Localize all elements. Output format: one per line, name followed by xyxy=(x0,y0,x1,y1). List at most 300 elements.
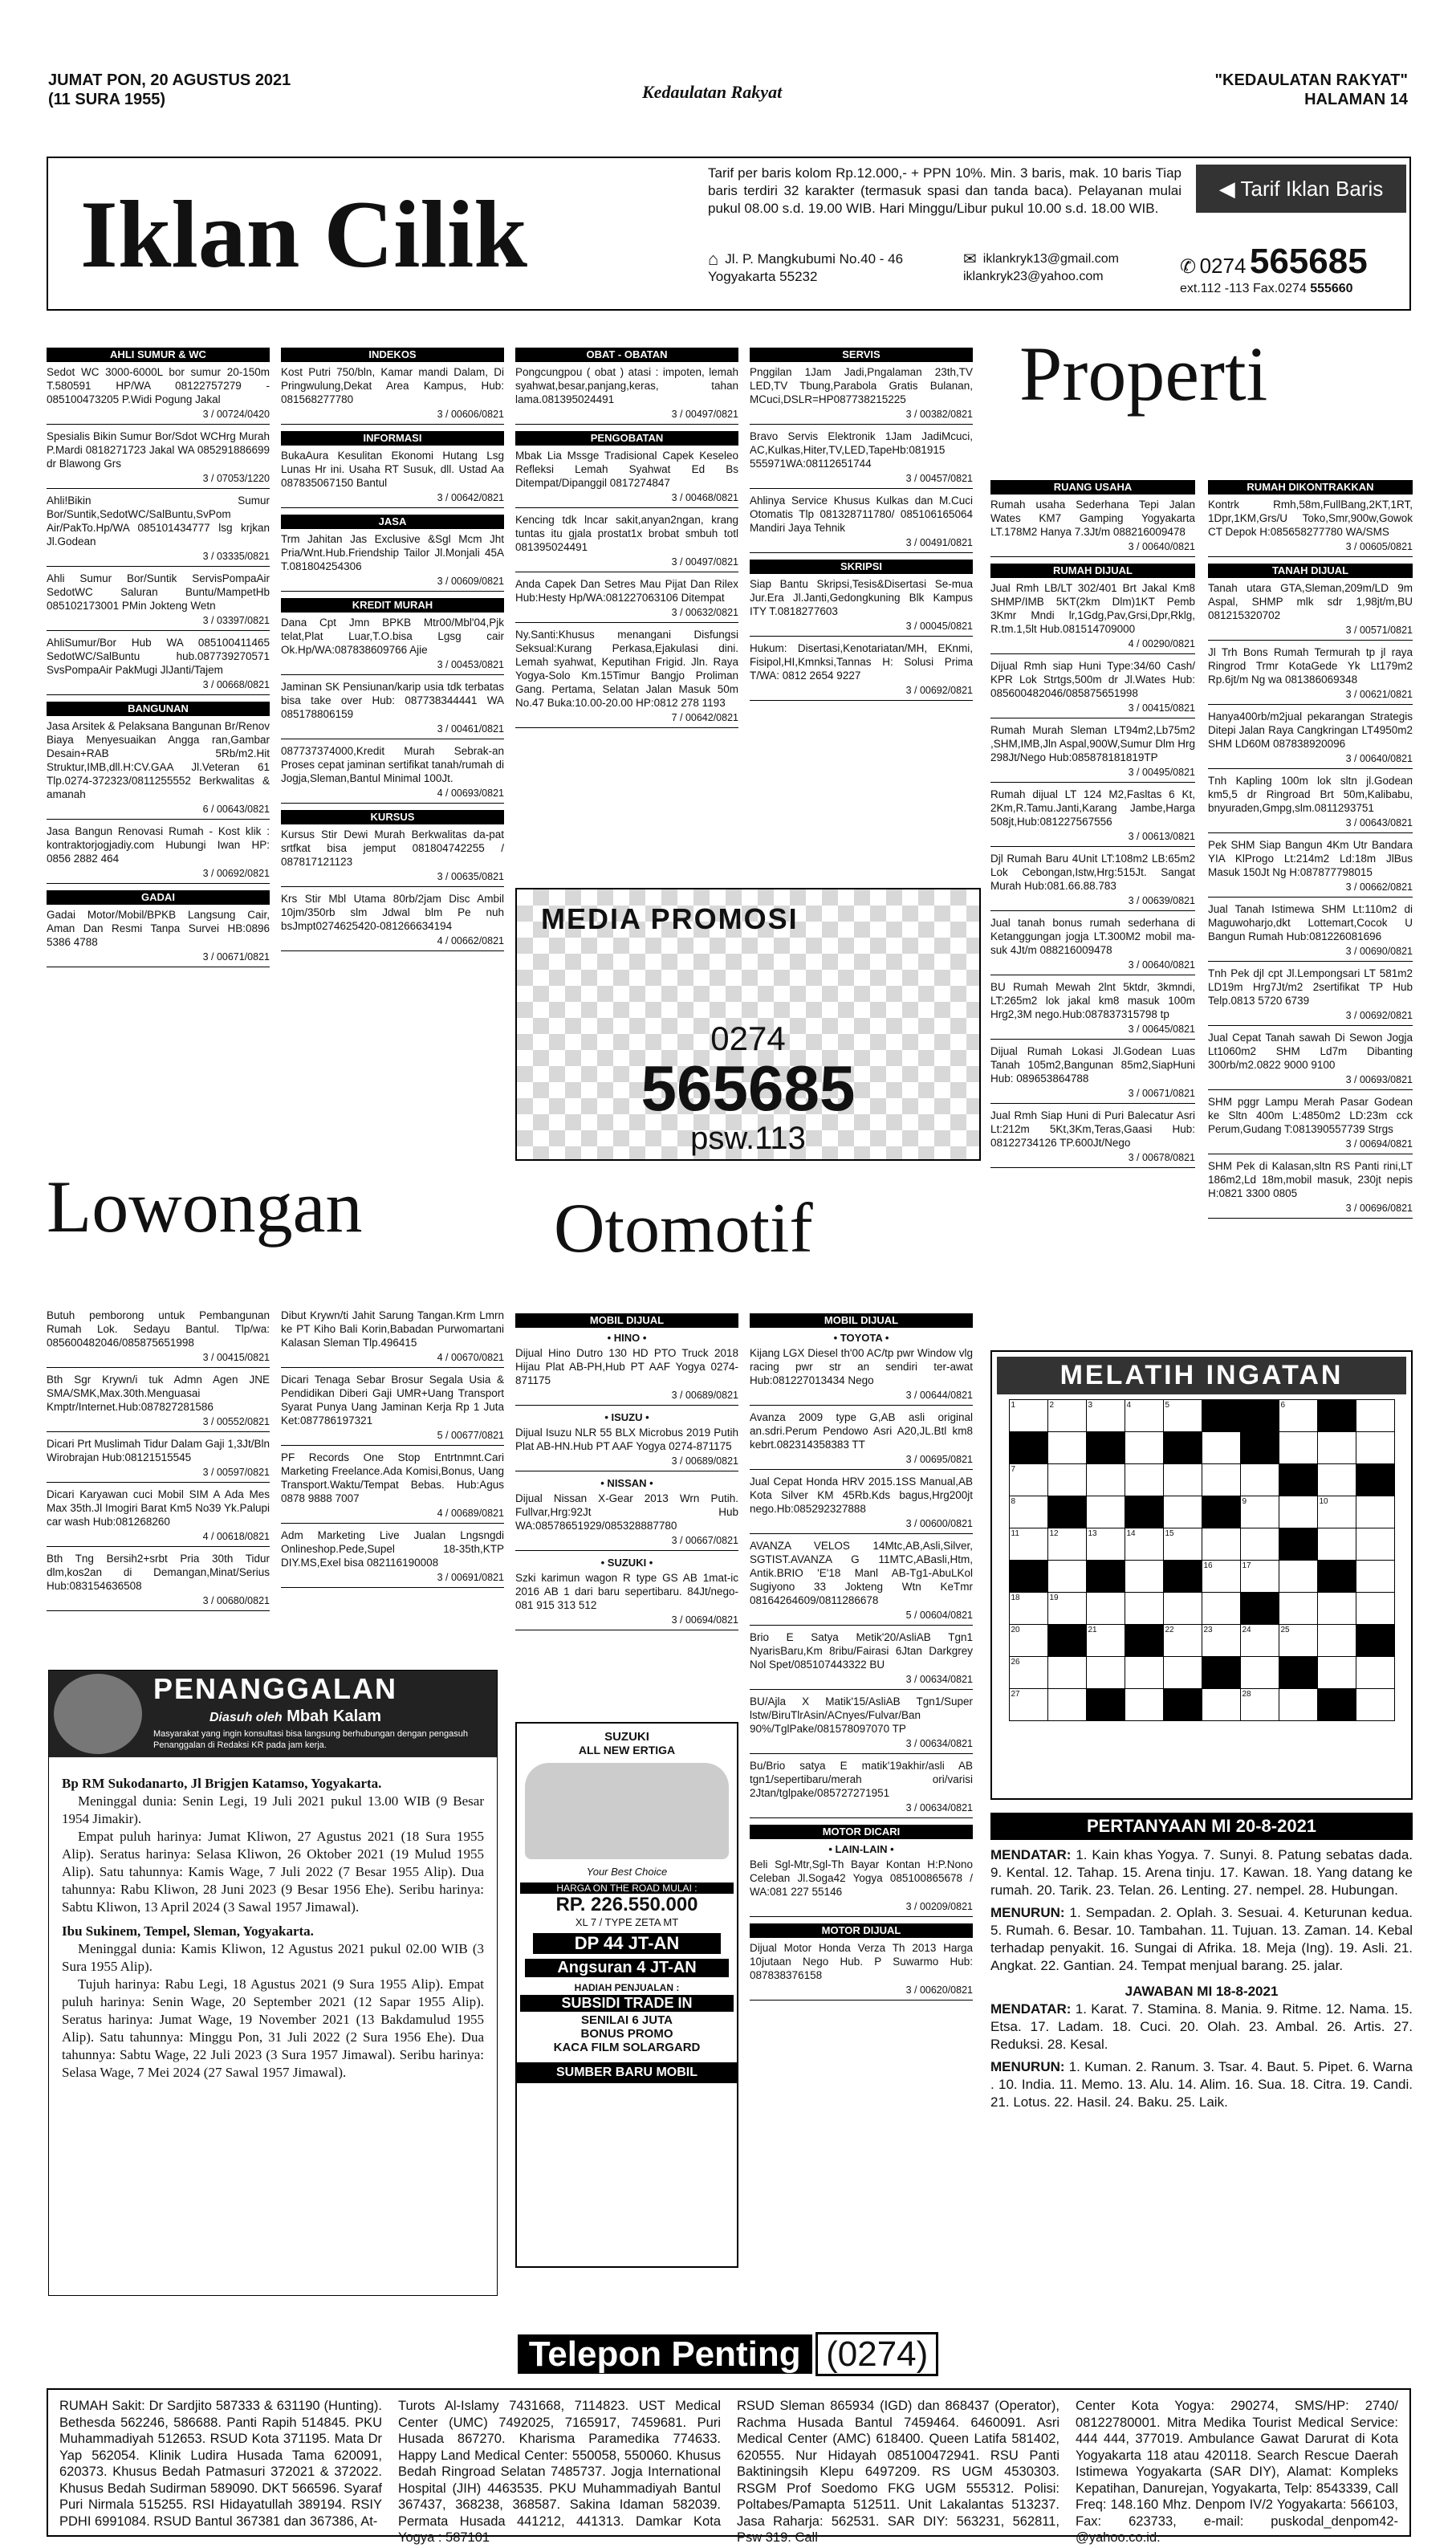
crossword-cell[interactable] xyxy=(1317,1400,1356,1432)
crossword-cell[interactable]: 4 xyxy=(1125,1400,1163,1432)
ad-code: 3 / 00643/0821 xyxy=(1208,816,1413,833)
ad-code: 3 / 00696/0821 xyxy=(1208,1202,1413,1219)
ad-code: 3 / 00600/0821 xyxy=(750,1517,973,1534)
classified-ad: Jual Rmh Siap Huni di Puri Balecatur Asri Lt:212m 5Kt,3Km,Teras,Gaasi Hub: 08122734126 TP.600Jt/Nego xyxy=(990,1109,1195,1149)
menurun-clues: 1. Sempadan. 2. Oplah. 3. Sesuai. 4. Keturunan kedua. 5. Rumah. 6. Besar. 10. Tambahan. 11. Tujuan. 13. Zaman. 14. Kebal terhadap penyakit. 16. Sungai di Afrika. 18. Meja (Ing). 19. Asli. 21. Angkat. 22. Gantian. 24. Tempat menjual barang. 25. jalar. xyxy=(990,1905,1413,1973)
crossword-cell[interactable] xyxy=(1125,1496,1163,1528)
crossword-cell[interactable]: 27 xyxy=(1009,1689,1047,1721)
crossword-cell[interactable] xyxy=(1279,1528,1317,1561)
crossword-cell[interactable] xyxy=(1125,1561,1163,1593)
section-header: MOBIL DIJUAL xyxy=(515,1313,738,1328)
ad-code: 3 / 00671/0821 xyxy=(47,950,270,967)
ad-code: 5 / 00604/0821 xyxy=(750,1609,973,1626)
properti-col-left xyxy=(990,474,1195,1173)
crossword-cell[interactable] xyxy=(1279,1593,1317,1625)
lowongan-col-right xyxy=(281,1309,504,1593)
classified-ad: Ahlinya Service Khusus Kulkas dan M.Cuci Otomatis Tlp 081328711780/ 085106165064 Mandiri Jaya Tehnik xyxy=(750,495,973,534)
crossword-cell[interactable]: 7 xyxy=(1009,1464,1047,1496)
obituary-name: Bp RM Sukodanarto, Jl Brigjen Katamso, Yogyakarta. xyxy=(62,1776,382,1791)
classified-ad: Avanza 2009 type G,AB asli original an.sdri.Perum Pendowo Asri A20,JL.Btl km8 kebrt.082314358383 TT xyxy=(750,1411,973,1451)
otomotif-col-right xyxy=(750,1307,973,2005)
crossword-cell[interactable] xyxy=(1279,1496,1317,1528)
crossword-cell[interactable] xyxy=(1086,1689,1125,1721)
senilai: SENILAI 6 JUTA xyxy=(581,2013,673,2027)
crossword-cell[interactable] xyxy=(1202,1496,1240,1528)
crossword-cell[interactable] xyxy=(1356,1400,1394,1432)
tarif-text: Tarif per baris kolom Rp.12.000,- + PPN 10%. Min. 3 baris, mak. 10 baris Tiap baris terdiri 32 karakter (termasuk spasi dan tanda baca). Pelayanan mulai pukul 08.00 s.d. 19.00 WIB. Hari Minggu/Libur pukul 10.00 s.d. 18.00 WIB. xyxy=(708,165,1181,216)
mbah-kalam-photo xyxy=(54,1674,142,1754)
crossword-cell[interactable] xyxy=(1279,1689,1317,1721)
crossword-cell[interactable] xyxy=(1240,1593,1279,1625)
ad-code: 3 / 00668/0821 xyxy=(47,678,270,695)
classified-ad: Tnh Pek djl cpt Jl.Lempongsari LT 581m2 LD19m Hrg7Jt/m2 2sertifikat TP Hub Telp.0813 5720 6739 xyxy=(1208,967,1413,1007)
ad-code: 3 / 00613/0821 xyxy=(990,830,1195,847)
ad-code: 4 / 00689/0821 xyxy=(281,1507,504,1524)
crossword-cell[interactable] xyxy=(1317,1432,1356,1464)
classified-ad: Ny.Santi:Khusus menangani Disfungsi Seksual:Kurang Perkasa,Ejakulasi dini. Lemah syahwat, Keputihan Frigid. Jln. Raya Yogya-Solo Km.15Timur Bangjo Proliman Gang. Pertama, Selatan Jalan Masuk 50m No.47 Buka:10.00-20.00 HP:0812 278 1193 xyxy=(515,629,738,709)
ad-code: 3 / 00691/0821 xyxy=(281,1571,504,1588)
ad-code: 3 / 00693/0821 xyxy=(1208,1073,1413,1090)
section-header: AHLI SUMUR & WC xyxy=(47,348,270,362)
crossword-grid xyxy=(1009,1399,1395,1721)
classified-ad: Pek SHM Siap Bangun 4Km Utr Bandara YIA KlProgo Lt:214m2 Ld:18m JlBus Masuk 150Jt Ng H:087877798015 xyxy=(1208,839,1413,878)
ad-code: 3 / 00692/0821 xyxy=(47,867,270,884)
ad-code: 3 / 00634/0821 xyxy=(750,1673,973,1690)
sub-header: • NISSAN • xyxy=(600,1477,653,1489)
ad-code: 4 / 00662/0821 xyxy=(281,934,504,951)
crossword-cell[interactable] xyxy=(1047,1689,1086,1721)
obituary-text: Empat puluh harinya: Jumat Kliwon, 27 Agustus 2021 (18 Sura 1955 Alip). Seratus harinya: Selasa Kliwon, 26 Oktober 2021 (19 Mulud 1955 Alip). Satu tahunnya: Kamis Wage, 7 Juli 2022 (7 Besar 1955 Alip). Dua tahunnya: Rabu Kliwon, 28 Juni 2023 (9 Besar 1956 Ehe). Seribu harinya: Sabtu Kliwon, 13 April 2024 (3 Sawal 1957 Jimawal). xyxy=(62,1829,484,1915)
crossword-cell[interactable]: 21 xyxy=(1086,1625,1125,1657)
angsuran: Angsuran 4 JT-AN xyxy=(525,1959,729,1977)
crossword-cell[interactable] xyxy=(1279,1464,1317,1496)
ad-code: 3 / 00461/0821 xyxy=(281,722,504,739)
ad-code: 3 / 00382/0821 xyxy=(750,408,973,425)
crossword-cell[interactable] xyxy=(1202,1528,1240,1561)
banner-title: Iklan Cilik xyxy=(80,181,527,287)
properti-title: Properti xyxy=(1019,331,1268,417)
penanggalan-intro: Masyarakat yang ingin konsultasi bisa langsung berhubungan dengan pengasuh Penanggalan di Redaksi KR pada jam kerja. xyxy=(153,1729,469,1750)
section-header: MOBIL DIJUAL xyxy=(750,1313,973,1328)
classified-ad: Adm Marketing Live Jualan Lngsngdi Onlineshop.Pede,Supel 18-35th,KTP DIY.MS,Exel bisa 082116190008 xyxy=(281,1529,504,1569)
ad-code: 3 / 00671/0821 xyxy=(990,1087,1195,1104)
classified-ad: Dibut Krywn/ti Jahit Sarung Tangan.Krm Lmrn ke PT Kiho Bali Korin,Babadan Purwomartani Kalasan Sleman Tlp.496415 xyxy=(281,1309,504,1349)
crossword-cell[interactable]: 15 xyxy=(1163,1528,1202,1561)
crossword-cell[interactable] xyxy=(1163,1432,1202,1464)
ad-code: 3 / 00642/0821 xyxy=(281,491,504,508)
classified-ad: Brio E Satya Metik'20/AsliAB Tgn1 NyarisBaru,Km 8ribu/Fairasi 6Jtan Darkgrey Nol Spet/085107443322 BU xyxy=(750,1631,973,1671)
section-header: JASA xyxy=(281,515,504,529)
ad-code: 3 / 00457/0821 xyxy=(750,472,973,489)
ad-code: 3 / 00689/0821 xyxy=(515,1389,738,1406)
suzuki-model: ALL NEW ERTIGA xyxy=(578,1744,676,1756)
classifieds-col-1 xyxy=(47,341,270,972)
classified-ad: Djl Rumah Baru 4Unit LT:108m2 LB:65m2 Lok Cebongan,Istw,Hrg:515Jt. Sangat Murah Hub:081.66.88.783 xyxy=(990,853,1195,892)
price-label: HARGA ON THE ROAD MULAI : xyxy=(520,1883,734,1894)
promo-phone: 565685 xyxy=(641,1052,856,1124)
crossword-cell[interactable] xyxy=(1047,1496,1086,1528)
crossword-cell[interactable]: 28 xyxy=(1240,1689,1279,1721)
car-type: XL 7 / TYPE ZETA MT xyxy=(575,1916,679,1928)
crossword-cell[interactable]: 14 xyxy=(1125,1528,1163,1561)
classified-ad: Jasa Arsitek & Pelaksana Bangunan Br/Renov Biaya Menyesuaikan Angga ran,Gambar Desain+RAB 5Rb/m2.Hit Struktur,IMB,dll.H:CV.GAA Jl.Veteran 61 Tlp.0274-372323/0811255552 Berkwalitas & amanah xyxy=(47,720,270,800)
edition-date: JUMAT PON, 20 AGUSTUS 2021 (11 SURA 1955) xyxy=(48,71,291,108)
crossword-cell[interactable] xyxy=(1009,1432,1047,1464)
crossword-cell[interactable] xyxy=(1047,1657,1086,1689)
ad-code: 3 / 00692/0821 xyxy=(750,684,973,701)
crossword-cell[interactable]: 2 xyxy=(1047,1400,1086,1432)
ad-code: 3 / 00605/0821 xyxy=(1208,540,1413,557)
crossword-cell[interactable] xyxy=(1009,1561,1047,1593)
crossword-cell[interactable]: 1 xyxy=(1009,1400,1047,1432)
classified-ad: PF Records One Stop Entrtnmnt.Cari Marketing Freelance.Ada Komisi,Bonus, Uang Transport.Waktu/Tempat Bebas. Hub:Agus 0878 9888 7007 xyxy=(281,1451,504,1504)
ad-code: 3 / 03397/0821 xyxy=(47,614,270,631)
ad-code: 3 / 00597/0821 xyxy=(47,1466,270,1483)
question-title: PERTANYAAN MI 20-8-2021 xyxy=(990,1813,1413,1840)
crossword-cell[interactable]: 3 xyxy=(1086,1400,1125,1432)
section-header: SKRIPSI xyxy=(750,560,973,574)
crossword-cell[interactable] xyxy=(1240,1464,1279,1496)
masthead-logo: Kedaulatan Rakyat xyxy=(642,82,783,102)
lowongan-title: Lowongan xyxy=(47,1166,363,1248)
crossword-cell[interactable]: 20 xyxy=(1009,1625,1047,1657)
crossword-questions: PERTANYAAN MI 20-8-2021 MENDATAR: 1. Kain khas Yogya. 7. Sunyi. 8. Patung sebatas dada. 9. Kental. 12. Tahap. 15. Arena tinju. 17. Kawan. 18. Yang datang ke rumah. 20. Tarik. 23. Telan. 26. Lenting. 27. nempel. 28. Hubungan. MENURUN: 1. Sempadan. 2. Oplah. 3. Sesuai. 4. Keturunan kedua. 5. Rumah. 6. Besar. 10. Tambahan. 11. Tujuan. 13. Zaman. 14. Kebal terhadap penyakit. 16. Sungai di Afrika. 18. Meja (Ing). 19. Asli. 21. Angkat. 22. Gantian. 24. Tempat menjual barang. 25. jalar. JAWABAN MI 18-8-2021 MENDATAR: 1. Karat. 7. Stamina. 8. Mania. 9. Ritme. 12. Nama. 15. Etsa. 17. Ladam. 18. Cuci. 20. Olah. 23. Ambal. 26. Artis. 27. Reduksi. 28. Kesal. MENURUN: 1. Kuman. 2. Ranum. 3. Tsar. 4. Baut. 5. Pipet. 6. Warna . 10. India. 11. Memo. 13. Alu. 14. Alim. 16. Sua. 18. Citra. 19. Candi. 21. Lotus. 22. Hasil. 24. Baku. 25. Laik. xyxy=(990,1813,1413,2111)
phone-block: ✆ 0274 565685 ext.112 -113 Fax.0274 555660 xyxy=(1180,242,1368,295)
classified-ad: Hanya400rb/m2jual pekarangan Strategis Ditepi Jalan Raya Cangkringan LT4950m2 SHM LD60M 087838920096 xyxy=(1208,710,1413,750)
classifieds-col-2 xyxy=(281,341,504,956)
crossword-cell[interactable]: 13 xyxy=(1086,1528,1125,1561)
crossword-cell[interactable] xyxy=(1163,1593,1202,1625)
bonus: BONUS PROMO xyxy=(580,2027,673,2041)
crossword-cell[interactable] xyxy=(1125,1689,1163,1721)
sub-header: • HINO • xyxy=(607,1332,647,1344)
classified-ad: Jual Cepat Tanah sawah Di Sewon Jogja Lt1060m2 SHM Ld7m Dibanting 300rb/m2.0822 9000 9100 xyxy=(1208,1032,1413,1071)
crossword-cell[interactable]: 22 xyxy=(1163,1625,1202,1657)
crossword-cell[interactable]: 6 xyxy=(1279,1400,1317,1432)
ad-code: 4 / 00618/0821 xyxy=(47,1530,270,1547)
dp-amount: DP 44 JT-AN xyxy=(533,1933,721,1954)
crossword-cell[interactable] xyxy=(1047,1561,1086,1593)
section-header: RUANG USAHA xyxy=(990,480,1195,495)
page-number: "KEDAULATAN RAKYAT" HALAMAN 14 xyxy=(1214,71,1408,108)
crossword-cell[interactable] xyxy=(1279,1657,1317,1689)
ad-code: 3 / 00621/0821 xyxy=(1208,688,1413,705)
crossword-cell[interactable] xyxy=(1356,1432,1394,1464)
dealer-name: SUMBER BARU MOBIL xyxy=(517,2062,737,2083)
classified-ad: Rumah dijual LT 124 M2,Fasltas 6 Kt, 2Km,R.Tamu.Janti,Karang Jambe,Harga 508jt,Hub:081227567556 xyxy=(990,788,1195,828)
ad-code: 3 / 00468/0821 xyxy=(515,491,738,508)
classified-ad: Dijual Rumah Lokasi Jl.Godean Luas Tanah 105m2,Bangunan 85m2,SiapHuni Hub: 089653864788 xyxy=(990,1045,1195,1085)
crossword-cell[interactable] xyxy=(1240,1400,1279,1432)
crossword-cell[interactable] xyxy=(1125,1657,1163,1689)
ad-code: 4 / 00290/0821 xyxy=(990,637,1195,654)
classified-ad: Beli Sgl-Mtr,Sgl-Th Bayar Kontan H:P.Nono Celeban Jl.Soga42 Yogya 085100865678 / WA:081 227 55146 xyxy=(750,1858,973,1898)
crossword-cell[interactable] xyxy=(1317,1528,1356,1561)
otomotif-col-left xyxy=(515,1307,738,1635)
classified-ad: Dijual Rmh siap Huni Type:34/60 Cash/ KPR Lok Strtgs,500m dr Jl.Wates Hub: 085600482046/085875651998 xyxy=(990,660,1195,699)
classified-ad: Pnggilan 1Jam Jadi,Pngalaman 23th,TV LED,TV Tbung,Parabola Gratis Bulanan, MCuci,DSLR=HP087738215225 xyxy=(750,366,973,405)
obituary-text: Tujuh harinya: Rabu Legi, 18 Agustus 2021 (9 Sura 1955 Alip). Empat puluh harinya: Senin Wage, 20 September 2021 (12 Sapar 1955 Alip). Seratus harinya: Jumat Wage, 19 November 2021 (13 Bakdamulud 1955 Alip). Satu tahunnya: Minggu Pon, 31 Juli 2022 (2 Sura 1956 Ehe). Dua tahunnya: Sabtu Wage, 22 Juli 2023 (3 Sura 1957 Jimawal). Seribu harinya: Selasa Wage, 7 Mei 2024 (27 Sawal 1957 Jimawal). xyxy=(62,1976,484,2080)
ad-code: 3 / 00662/0821 xyxy=(1208,881,1413,897)
ad-code: 3 / 00606/0821 xyxy=(281,408,504,425)
crossword-cell[interactable] xyxy=(1163,1689,1202,1721)
crossword-cell[interactable] xyxy=(1356,1496,1394,1528)
classifieds-col-4 xyxy=(750,341,973,706)
crossword-cell[interactable] xyxy=(1356,1593,1394,1625)
crossword-cell[interactable]: 9 xyxy=(1240,1496,1279,1528)
crossword-cell[interactable]: 10 xyxy=(1317,1496,1356,1528)
ad-code: 3 / 00609/0821 xyxy=(281,575,504,592)
telepon-col-4: Center Kota Yogya: 290274, SMS/HP: 2740/ 08122780001. Mitra Medika Tourist Medical Service: 444 444, 377019. Ambulance Gawat Darurat di Kota Yogyakarta 118 atau 420118. Search Rescue Daerah Istimewa Yogyakarta (SAR DIY), Alamat: Kompleks Kepatihan, Danurejan, Yogyakarta, Telp: 8543339, Call Freq: 148.160 Mhz. Denpom IV/2 Yogyakarta: 566103, Fax: 623733, e-mail: puskodal_denpom42-@yahoo.co.id. xyxy=(1076,2399,1398,2545)
ad-code: 3 / 07053/1220 xyxy=(47,472,270,489)
classified-ad: Siap Bantu Skripsi,Tesis&Disertasi Se-mua Jur.Era Jl.Janti,Gedongkuning Blk Kampus ITY T.0818277603 xyxy=(750,578,973,617)
crossword-cell[interactable] xyxy=(1356,1657,1394,1689)
ad-code: 3 / 00571/0821 xyxy=(1208,624,1413,641)
ad-code: 3 / 00209/0821 xyxy=(750,1900,973,1917)
crossword-title: MELATIH INGATAN xyxy=(997,1357,1406,1394)
classified-ad: Dicari Karyawan cuci Mobil SIM A Ada Mes Max 35th.Jl Imogiri Barat Km5 No39 Yk.Palupi car wash Hub:081268260 xyxy=(47,1488,270,1528)
crossword-cell[interactable] xyxy=(1163,1496,1202,1528)
penanggalan-box xyxy=(48,1670,498,2296)
ad-code: 3 / 00724/0420 xyxy=(47,408,270,425)
obituary-text: Meninggal dunia: Kamis Kliwon, 12 Agustus 2021 pukul 02.00 WIB (3 Sura 1955 Alip). xyxy=(62,1941,484,1974)
crossword-cell[interactable] xyxy=(1202,1593,1240,1625)
ad-code: 3 / 00667/0821 xyxy=(515,1534,738,1551)
ad-code: 3 / 00694/0821 xyxy=(515,1614,738,1630)
ad-code: 3 / 00645/0821 xyxy=(990,1023,1195,1040)
ad-code: 3 / 00620/0821 xyxy=(750,1984,973,2001)
crossword-cell[interactable] xyxy=(1240,1657,1279,1689)
ad-code: 3 / 00497/0821 xyxy=(515,408,738,425)
classified-ad: Kursus Stir Dewi Murah Berkwalitas da-pat srtfkat bisa jemput 081804742255 / 087817121123 xyxy=(281,828,504,868)
ad-code: 3 / 00415/0821 xyxy=(47,1351,270,1368)
answer-mendatar: 1. Karat. 7. Stamina. 8. Mania. 9. Ritme. 12. Nama. 15. Etsa. 17. Ladam. 18. Cuci. 20. Olah. 23. Ambal. 26. Artis. 27. Reduksi. 28. Kesal. xyxy=(990,2001,1413,2052)
suzuki-brand: SUZUKI xyxy=(604,1730,649,1744)
obituary-name: Ibu Sukinem, Tempel, Sleman, Yogyakarta. xyxy=(62,1923,314,1939)
ad-code: 3 / 00694/0821 xyxy=(1208,1138,1413,1154)
classified-ad: Rumah Murah Sleman LT94m2,Lb75m2 ,SHM,IMB,Jln Aspal,900W,Sumur Dlm Hrg 298Jt/Nego Hub:085878181819TP xyxy=(990,724,1195,763)
crossword-cell[interactable] xyxy=(1356,1528,1394,1561)
crossword-cell[interactable] xyxy=(1356,1464,1394,1496)
crossword-cell[interactable] xyxy=(1202,1689,1240,1721)
classified-ad: Kencing tdk lncar sakit,anyan2ngan, krang tuntas itu gjala prostat1x brobat smbuh totl 081395024491 xyxy=(515,514,738,553)
classified-ad: Rumah usaha Sederhana Tepi Jalan Wates KM7 Gamping Yogyakarta LT.178M2 Hanya 7.3Jt/m 088216009478 xyxy=(990,499,1195,538)
properti-col-right xyxy=(1208,474,1413,1223)
subsidi: SUBSIDI TRADE IN xyxy=(520,1995,734,2012)
classified-ad: Dijual Nissan X-Gear 2013 Wrn Putih. Fullvar,Hrg:92Jt Hub WA:08578651929/085328887780 xyxy=(515,1492,738,1532)
ad-code: 3 / 00497/0821 xyxy=(515,556,738,572)
crossword-cell[interactable]: 23 xyxy=(1202,1625,1240,1657)
mendatar-clues: 1. Kain khas Yogya. 7. Sunyi. 8. Patung sebatas dada. 9. Kental. 12. Tahap. 15. Arena tinju. 17. Kawan. 18. Yang datang ke rumah. 20. Tarik. 23. Telan. 26. Lenting. 27. nempel. 28. Hubungan. xyxy=(990,1847,1413,1898)
suzuki-ad xyxy=(515,1722,738,2268)
telepon-header xyxy=(0,2332,1456,2380)
crossword-cell[interactable]: 12 xyxy=(1047,1528,1086,1561)
crossword-cell[interactable]: 19 xyxy=(1047,1593,1086,1625)
crossword-cell[interactable] xyxy=(1356,1625,1394,1657)
crossword-cell[interactable] xyxy=(1125,1464,1163,1496)
penanggalan-entries xyxy=(49,1757,497,2093)
classified-ad: AhliSumur/Bor Hub WA 085100411465 SedotWC/SalBuntu hub.087739270571 SvsPompaAir PakMugi JlJanti/Tajem xyxy=(47,637,270,676)
email-block: ✉ iklankryk13@gmail.com iklankryk23@yahoo.com xyxy=(963,250,1119,283)
ad-code: 3 / 00453/0821 xyxy=(281,658,504,675)
crossword-cell[interactable]: 16 xyxy=(1202,1561,1240,1593)
classified-ad: Szki karimun wagon R type GS AB 1mat-ic 2016 AB 1 dari baru sepertibaru. 84Jt/nego- 081 915 313 512 xyxy=(515,1572,738,1611)
ad-code: 3 / 00045/0821 xyxy=(750,620,973,637)
telepon-code: (0274) xyxy=(815,2332,938,2376)
ad-code: 5 / 00677/0821 xyxy=(281,1429,504,1446)
classified-ad: Ahli!Bikin Sumur Bor/Suntik,SedotWC/SalBuntu,SvPom Air/PakTo.Hp/WA 085101434777 lsg krjkan Jl.Godean xyxy=(47,495,270,547)
ad-code: 3 / 00680/0821 xyxy=(47,1594,270,1611)
section-header: RUMAH DIKONTRAKKAN xyxy=(1208,480,1413,495)
penanggalan-title: PENANGGALAN xyxy=(153,1672,398,1705)
ad-code: 3 / 00635/0821 xyxy=(281,870,504,887)
ad-code: 3 / 00415/0821 xyxy=(990,702,1195,718)
classified-ad: Anda Capek Dan Setres Mau Pijat Dan Rilex Hub:Hesty Hp/WA:081227063106 Ditempat xyxy=(515,578,738,604)
classified-ad: Jasa Bangun Renovasi Rumah - Kost klik : kontraktorjogjadiy.com Hubungi Iwan HP: 0856 2882 464 xyxy=(47,825,270,865)
crossword-cell[interactable]: 24 xyxy=(1240,1625,1279,1657)
telepon-title: Telepon Penting xyxy=(518,2334,812,2374)
telepon-col-2: Turots Al-Islamy 7431668, 7114823. UST Medical Center (UMC) 7492025, 7165917, 7459681. Puri Husada 867270. Kharisma Paramedika 774633. Happy Land Medical Center: 550058, 550060. Khusus Bedah Ringroad Selatan 7485737. Jogja International Hospital (JIH) 4463535. PKU Muhammadiyah Bantul 367437, 368238, 368587. Sakina Idaman 582039. Permata Husada 441212, 441313. Damkar Kota Yogya : 587101 xyxy=(398,2399,721,2545)
ad-code: 3 / 00634/0821 xyxy=(750,1801,973,1818)
ad-code: 3 / 00640/0821 xyxy=(990,959,1195,975)
section-header: KREDIT MURAH xyxy=(281,598,504,613)
promo-code: 0274 xyxy=(710,1020,786,1057)
crossword-cell[interactable] xyxy=(1086,1496,1125,1528)
classified-ad: Butuh pemborong untuk Pembangunan Rumah Lok. Sedayu Bantul. Tlp/wa: 085600482046/085875651998 xyxy=(47,1309,270,1349)
ad-code: 3 / 00495/0821 xyxy=(990,766,1195,783)
crossword-cell[interactable]: 26 xyxy=(1009,1657,1047,1689)
section-header: RUMAH DIJUAL xyxy=(990,564,1195,578)
crossword-cell[interactable] xyxy=(1047,1432,1086,1464)
ad-code: 3 / 00640/0821 xyxy=(990,540,1195,557)
ad-code: 3 / 00552/0821 xyxy=(47,1415,270,1432)
crossword-cell[interactable] xyxy=(1317,1593,1356,1625)
hadiah-label: HADIAH PENJUALAN : xyxy=(574,1982,680,1993)
arrow-icon: ◀ xyxy=(1218,177,1241,201)
ad-code: 3 / 03335/0821 xyxy=(47,550,270,567)
promo-ext: psw.113 xyxy=(690,1121,806,1156)
crossword-cell[interactable] xyxy=(1125,1625,1163,1657)
classified-ad: Tnh Kapling 100m lok sltn jl.Godean km5,5 dr Ringroad Brt 50m,Kalibabu, bnyuraden,Gmpg,slm.0811293751 xyxy=(1208,775,1413,814)
crossword-cell[interactable] xyxy=(1279,1561,1317,1593)
sub-header: • TOYOTA • xyxy=(833,1332,889,1344)
crossword-cell[interactable] xyxy=(1125,1432,1163,1464)
classified-ad: Jual Rmh LB/LT 302/401 Brt Jakal Km8 SHMP/IMB 5KT(2km Dlm)1KT Pemb 3Kmr Mndi lr,1Gdg,Pav,Grsi,Dpr,Rklg, R.tm.1,5lt Hub.081514709000 xyxy=(990,582,1195,635)
iklan-cilik-banner xyxy=(47,157,1411,311)
crossword-cell[interactable] xyxy=(1356,1561,1394,1593)
classified-ad: Dijual Hino Dutro 130 HD PTO Truck 2018 Hijau Plat AB-PH,Hub PT AAF Yogya 0274-871175 xyxy=(515,1347,738,1386)
ad-code: 3 / 00640/0821 xyxy=(1208,752,1413,769)
lowongan-col-left xyxy=(47,1309,270,1616)
classified-ad: Kijang LGX Diesel th'00 AC/tp pwr Window vlg racing pwr str an sendiri ter-awat Hub:081227013434 Nego xyxy=(750,1347,973,1386)
crossword-cell[interactable]: 11 xyxy=(1009,1528,1047,1561)
crossword-cell[interactable] xyxy=(1202,1657,1240,1689)
section-header: TANAH DIJUAL xyxy=(1208,564,1413,578)
suzuki-slogan: Your Best Choice xyxy=(586,1866,668,1878)
crossword-cell[interactable]: 25 xyxy=(1279,1625,1317,1657)
home-icon: ⌂ xyxy=(708,249,719,269)
ad-code: 3 / 00632/0821 xyxy=(515,606,738,623)
classified-ad: Jl Trh Bons Rumah Termurah tp jl raya Ringrod Trmr KotaGede Yk Lt179m2 Rp.6jt/m Ng wa 081386069348 xyxy=(1208,646,1413,686)
crossword-cell[interactable] xyxy=(1317,1689,1356,1721)
crossword-cell[interactable] xyxy=(1202,1464,1240,1496)
crossword-cell[interactable] xyxy=(1202,1400,1240,1432)
ad-code: 3 / 00639/0821 xyxy=(990,894,1195,911)
ad-code: 4 / 00693/0821 xyxy=(281,787,504,804)
crossword-cell[interactable] xyxy=(1086,1432,1125,1464)
crossword-cell[interactable] xyxy=(1047,1464,1086,1496)
classified-ad: Jaminan SK Pensiunan/karip usia tdk terbatas bisa take over Hub: 087738344441 WA 085178806159 xyxy=(281,681,504,720)
otomotif-title: Otomotif xyxy=(554,1190,813,1268)
crossword-cell[interactable] xyxy=(1279,1432,1317,1464)
crossword-cell[interactable] xyxy=(1240,1432,1279,1464)
phone-icon: ✆ xyxy=(1180,256,1197,278)
classified-ad: Dijual Isuzu NLR 55 BLX Microbus 2019 Putih Plat AB-HN.Hub PT AAF Yogya 0274-871175 xyxy=(515,1427,738,1452)
crossword-cell[interactable]: 18 xyxy=(1009,1593,1047,1625)
section-header: INFORMASI xyxy=(281,431,504,446)
classified-ad: 087737374000,Kredit Murah Sebrak-an Proses cepat jaminan sertifikat tanah/rumah di Jogja,Sleman,Bantul Minimal 100Jt. xyxy=(281,745,504,784)
crossword-cell[interactable] xyxy=(1125,1593,1163,1625)
ad-code: 3 / 00695/0821 xyxy=(750,1453,973,1470)
telepon-col-3: RSUD Sleman 865934 (IGD) dan 868437 (Operator), Rachma Husada Bantul 7459464. 6460091. Asri Medical Center (AMC) 618400. Queen Latifa 581402, 620555. Nur Hidayah 085100472941. RSU Panti Baktiningsih Klepu 6497209. RS UGM 4530303. RSGM Prof Soedomo FKG UGM 555312. Polisi: Poltabes/Pamapta 512511. Unit Lakalantas 513237. Jasa Raharja: 562531. SAR DIY: 563231, 562811, Psw 319. Call xyxy=(737,2399,1059,2545)
ad-code: 3 / 00634/0821 xyxy=(750,1737,973,1754)
classified-ad: Ahli Sumur Bor/Suntik ServisPompaAir SedotWC Saluran Buntu/MampetHb 085102173001 PMin Jokteng Wetn xyxy=(47,572,270,612)
crossword-cell[interactable] xyxy=(1163,1561,1202,1593)
crossword-cell[interactable] xyxy=(1356,1689,1394,1721)
classified-ad: Bth Sgr Krywn/i tuk Admn Agen JNE SMA/SMK,Max.30th.Menguasai Kmptr/Internet.Hub:087827281586 xyxy=(47,1374,270,1413)
answer-menurun: 1. Kuman. 2. Ranum. 3. Tsar. 4. Baut. 5. Pipet. 6. Warna . 10. India. 11. Memo. 13. Alu. 14. Alim. 16. Sua. 18. Citra. 19. Candi. 21. Lotus. 22. Hasil. 24. Baku. 25. Laik. xyxy=(990,2059,1413,2110)
crossword-cell[interactable] xyxy=(1086,1593,1125,1625)
crossword-cell[interactable] xyxy=(1317,1657,1356,1689)
section-header: MOTOR DIJUAL xyxy=(750,1923,973,1938)
classified-ad: Jual Tanah Istimewa SHM Lt:110m2 di Maguwoharjo,dkt Lottemart,Cocok U Bangun Rumah Hub:081226081696 xyxy=(1208,903,1413,942)
classified-ad: Dana Cpt Jmn BPKB Mtr00/Mbl'04,Pjk telat,Plat Luar,T.O.bisa Lgsg cair Ok.Hp/WA:087838609766 Ajie xyxy=(281,617,504,656)
ad-code: 3 / 00644/0821 xyxy=(750,1389,973,1406)
crossword-cell[interactable]: 5 xyxy=(1163,1400,1202,1432)
crossword-cell[interactable] xyxy=(1086,1657,1125,1689)
classified-ad: Tanah utara GTA,Sleman,209m/LD 9m Aspal, SHMP mlk sdr 1,98jt/m,BU 081215320702 xyxy=(1208,582,1413,621)
classified-ad: SHM pggr Lampu Merah Pasar Godean ke Sltn 400m L:4850m2 LD:23m cck Perum,Gudang T:081390557739 Strgs xyxy=(1208,1096,1413,1135)
crossword-cell[interactable] xyxy=(1240,1528,1279,1561)
section-header: SERVIS xyxy=(750,348,973,362)
crossword-cell[interactable] xyxy=(1317,1561,1356,1593)
classified-ad: Trm Jahitan Jas Exclusive &Sgl Mcm Jht Pria/Wnt.Hub.Friendship Tailor Jl.Monjali 45A T.081804254306 xyxy=(281,533,504,572)
answer-title: JAWABAN MI 18-8-2021 xyxy=(1125,1984,1279,1999)
classified-ad: Bravo Servis Elektronik 1Jam JadiMcuci, AC,Kulkas,Hiter,TV,LED,TapeHb:081915 555971WA:08112651744 xyxy=(750,430,973,470)
crossword-cell[interactable] xyxy=(1163,1464,1202,1496)
telepon-col-1: RUMAH Sakit: Dr Sardjito 587333 & 631190 (Hunting). Bethesda 562246, 586688. Panti Rapih 514845. PKU Muhammadiyah 512653. RSUD Kota 371195. Mata Dr Yap 562054. Klinik Ludira Husada Tama 620091, 620373. Khusus Bedah Patmasuri 372021 & 372022. Khusus Bedah Sudirman 589090. DKT 566596. Syaraf Puri Nirmala 515255. RSI Hidayatullah 389194. RSIY PDHI 6991084. RSUD Bantul 367381 dan 367386, At- xyxy=(59,2399,382,2529)
crossword-cell[interactable]: 17 xyxy=(1240,1561,1279,1593)
crossword-cell[interactable] xyxy=(1086,1464,1125,1496)
crossword-cell[interactable] xyxy=(1202,1432,1240,1464)
crossword-cell[interactable] xyxy=(1317,1464,1356,1496)
address: ⌂ Jl. P. Mangkubumi No.40 - 46 Yogyakarta 55232 xyxy=(708,249,904,284)
ad-code: 6 / 00643/0821 xyxy=(47,803,270,820)
section-header: INDEKOS xyxy=(281,348,504,362)
ad-code: 3 / 00689/0821 xyxy=(515,1455,738,1471)
crossword-cell[interactable] xyxy=(1163,1657,1202,1689)
telepon-list xyxy=(47,2388,1411,2545)
crossword-cell[interactable] xyxy=(1047,1625,1086,1657)
classified-ad: BU Rumah Mewah 2lnt 5ktdr, 3kmndi, LT:265m2 lok jakal km8 masuk 100m Hrg2,3M nego.Hub:087837315798 tp xyxy=(990,981,1195,1020)
section-header: PENGOBATAN xyxy=(515,431,738,446)
crossword-cell[interactable] xyxy=(1317,1625,1356,1657)
crossword-cell[interactable] xyxy=(1086,1561,1125,1593)
classified-ad: AVANZA VELOS 14Mtc,AB,Asli,Silver, SGTIST.AVANZA G 11MTC,ABasli,Htm, Antik.BRIO 'E'18 Manl AB-Tg1-AbuLKol Sugiyono 33 Jokteng Wtn KeTmr 08164264609/0811286678 xyxy=(750,1540,973,1606)
crossword-cell[interactable]: 8 xyxy=(1009,1496,1047,1528)
sub-header: • ISUZU • xyxy=(604,1411,649,1423)
promo-title: MEDIA PROMOSI xyxy=(541,902,799,935)
